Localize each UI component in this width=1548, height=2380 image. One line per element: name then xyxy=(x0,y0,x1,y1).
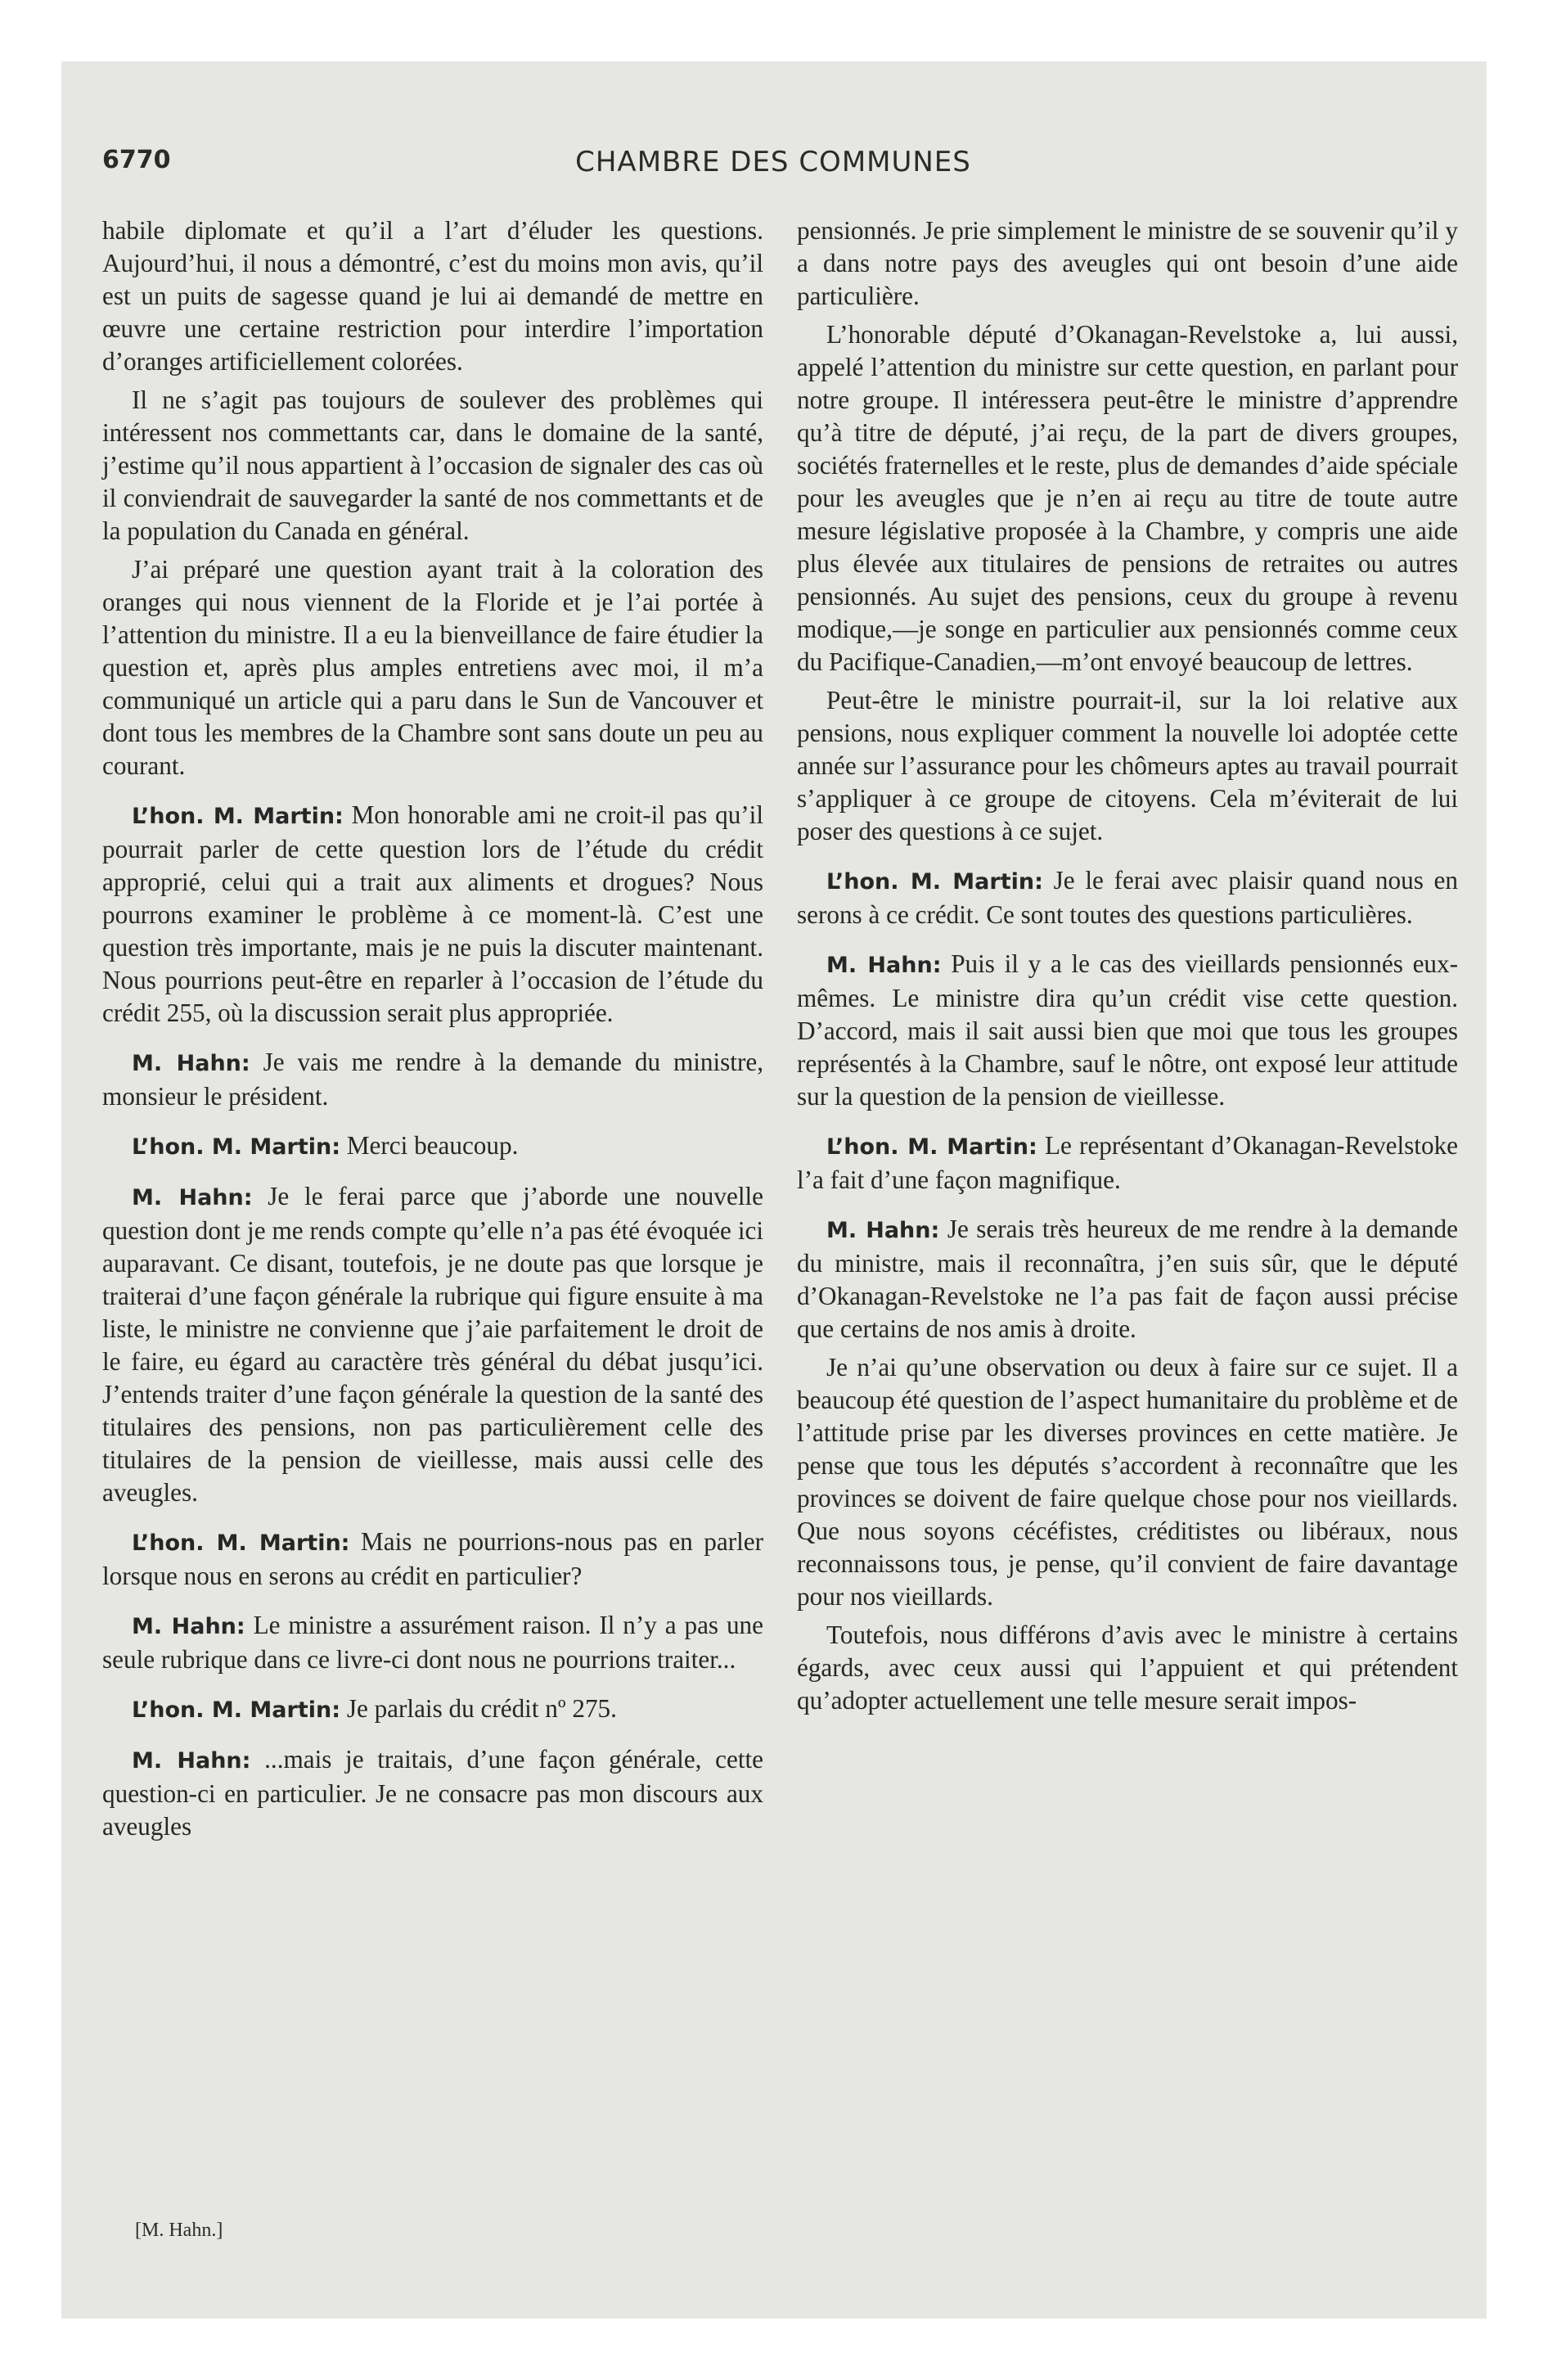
paragraph-text: Je vais me rendre à la demande du ministre, monsieur le président. xyxy=(102,1048,764,1111)
right-column xyxy=(797,214,1458,1717)
speech-paragraph xyxy=(102,1693,763,1727)
paragraph xyxy=(797,214,1458,313)
paragraph-text: Puis il y a le cas des vieillards pensionnés eux-mêmes. Le ministre dira qu’un crédit vise cette question. D’accord, mais il sait aussi bien que moi que tous les groupes représentés à la Chambre, sauf le nôtre, ont exposé leur attitude sur la question de la pension de vieillesse. xyxy=(797,949,1458,1111)
speaker-name: M. Hahn: xyxy=(132,1748,251,1774)
speaker-footnote: [M. Hahn.] xyxy=(135,2220,223,2241)
speech-paragraph xyxy=(102,1526,763,1593)
paragraph-text: habile diplomate et qu’il a l’art d’éluder les questions. Aujourd’hui, il nous a démontré, c’est du moins mon avis, qu’il est un puits de sagesse quand je lui ai demandé de mettre en œuvre une certaine restriction pour interdire l’importation d’oranges artificiellement colorées. xyxy=(102,216,763,376)
speech-paragraph xyxy=(102,799,763,1030)
paragraph xyxy=(102,214,763,378)
paragraph-text: Peut-être le ministre pourrait-il, sur la loi relative aux pensions, nous expliquer comment la nouvelle loi adoptée cette année sur l’assurance pour les chômeurs aptes au travail pourrait s’appliquer à ce groupe de citoyens. Cela m’éviterait de lui poser des questions à ce sujet. xyxy=(797,686,1458,845)
paragraph-text: Il ne s’agit pas toujours de soulever des problèmes qui intéressent nos commettants car, dans le domaine de la santé, j’estime qu’il nous appartient à l’occasion de signaler des cas où il conviendrait de sauvegarder la santé de nos commettants et de la population du Canada en général. xyxy=(102,385,763,545)
speech-paragraph xyxy=(102,1180,763,1509)
paragraph-text: Mon honorable ami ne croit-il pas qu’il pourrait parler de cette question lors de l’étude du crédit approprié, celui qui a trait aux aliments et drogues? Nous pourrons examiner le problème à ce moment-là. C’est une question très importante, mais je ne puis la discuter maintenant. Nous pourrions peut-être en reparler à l’occasion de l’étude du crédit 255, où la discussion serait plus appropriée. xyxy=(102,800,764,1027)
paragraph-text: Le ministre a assurément raison. Il n’y a pas une seule rubrique dans ce livre-ci dont nous ne pourrions traiter... xyxy=(102,1611,763,1674)
paragraph xyxy=(102,384,763,548)
speaker-name: M. Hahn: xyxy=(826,953,942,978)
paragraph-text: L’honorable député d’Okanagan-Revelstoke a, lui aussi, appelé l’attention du ministre sur cette question, en parlant pour notre groupe. Il intéressera peut-être le ministre d’apprendre qu’à titre de député, j’ai reçu, de la part de divers groupes, sociétés fraternelles et le reste, plus de demandes d’aide spéciale pour les aveugles que je n’en ai reçu au titre de toute autre mesure législative proposée à la Chambre, y compris une aide plus élevée aux titulaires de pensions de retraites ou autres pensionnés. Au sujet des pensions, ceux du groupe à revenu modique,—je songe en particulier aux pensionnés comme ceux du Pacifique-Canadien,—m’ont envoyé beaucoup de lettres. xyxy=(797,320,1458,676)
page-header xyxy=(102,146,1444,187)
speaker-name: M. Hahn: xyxy=(826,1218,940,1243)
speaker-name: L’hon. M. Martin: xyxy=(826,1134,1037,1160)
paragraph-text: Je parlais du crédit nº 275. xyxy=(346,1694,617,1723)
paragraph xyxy=(797,1619,1458,1717)
speaker-name: M. Hahn: xyxy=(132,1185,253,1210)
paragraph xyxy=(797,318,1458,678)
speech-paragraph xyxy=(102,1046,763,1113)
speech-paragraph xyxy=(797,864,1458,931)
running-title: CHAMBRE DES COMMUNES xyxy=(575,146,971,178)
paragraph-text: pensionnés. Je prie simplement le ministre de se souvenir qu’il y a dans notre pays des aveugles qui ont besoin d’une aide particulière. xyxy=(797,216,1458,310)
speech-paragraph xyxy=(102,1609,763,1676)
speaker-name: L’hon. M. Martin: xyxy=(132,1134,341,1160)
paragraph xyxy=(102,553,763,782)
paragraph xyxy=(797,1351,1458,1613)
paragraph-text: Je le ferai parce que j’aborde une nouvelle question dont je me rends compte qu’elle n’a pas été évoquée ici auparavant. Ce disant, toutefois, je ne doute pas que lorsque je traiterai d’une façon générale la rubrique qui figure ensuite à ma liste, le ministre ne convienne que j’aie parfaitement le droit de le faire, eu égard au caractère très général du débat jusqu’ici. J’entends traiter d’une façon générale la question de la santé des titulaires des pensions, non pas particulièrement celle des titulaires de la pension de vieillesse, mais aussi celle des aveugles. xyxy=(102,1182,764,1507)
speaker-name: L’hon. M. Martin: xyxy=(132,804,344,829)
page-number: 6770 xyxy=(102,146,171,174)
paragraph-text: Merci beaucoup. xyxy=(346,1131,519,1160)
speech-paragraph xyxy=(797,948,1458,1113)
paragraph-text: Je le ferai avec plaisir quand nous en serons à ce crédit. Ce sont toutes des questions particulières. xyxy=(797,866,1458,929)
paragraph-text: Je n’ai qu’une observation ou deux à faire sur ce sujet. Il a beaucoup été question de l’aspect humanitaire du problème et de l’attitude prise par les diverses provinces en cette matière. Je pense que tous les députés s’accordent à reconnaître que les provinces se doivent de faire quelque chose pour nos vieillards. Que nous soyons cécéfistes, créditistes ou libéraux, nous reconnaissons tous, je pense, qu’il convient de faire davantage pour nos vieillards. xyxy=(797,1353,1458,1611)
speaker-name: M. Hahn: xyxy=(132,1051,250,1076)
speaker-name: L’hon. M. Martin: xyxy=(132,1530,350,1556)
speaker-name: M. Hahn: xyxy=(132,1614,245,1639)
speech-paragraph xyxy=(102,1129,763,1164)
left-column xyxy=(102,214,763,1843)
paragraph-text: Toutefois, nous différons d’avis avec le ministre à certains égards, avec ceux aussi qui l’appuient et qui prétendent qu’adopter actuellement une telle mesure serait impos- xyxy=(797,1620,1458,1715)
speech-paragraph xyxy=(797,1129,1458,1197)
paragraph-text: Mais ne pourrions-nous pas en parler lorsque nous en serons au crédit en particulier? xyxy=(102,1527,763,1590)
paragraph-text: Je serais très heureux de me rendre à la demande du ministre, mais il reconnaîtra, j’en suis sûr, que le député d’Okanagan-Revelstoke ne l’a pas fait de façon aussi précise que certains de nos amis à droite. xyxy=(797,1215,1458,1343)
paragraph-text: Le représentant d’Okanagan-Revelstoke l’a fait d’une façon magnifique. xyxy=(797,1131,1459,1194)
speaker-name: L’hon. M. Martin: xyxy=(132,1697,341,1723)
speaker-name: L’hon. M. Martin: xyxy=(826,869,1043,895)
paragraph-text: J’ai préparé une question ayant trait à la coloration des oranges qui nous viennent de la Floride et je l’ai portée à l’attention du ministre. Il a eu la bienveillance de faire étudier la question et, après plus amples entretiens avec moi, il m’a communiqué un article qui a paru dans le Sun de Vancouver et dont tous les membres de la Chambre sont sans doute un peu au courant. xyxy=(102,555,763,780)
speech-paragraph xyxy=(102,1743,763,1843)
speech-paragraph xyxy=(797,1213,1458,1346)
paragraph-text: ...mais je traitais, d’une façon générale, cette question-ci en particulier. Je ne consacre pas mon discours aux aveugles xyxy=(102,1745,763,1841)
paragraph xyxy=(797,684,1458,848)
